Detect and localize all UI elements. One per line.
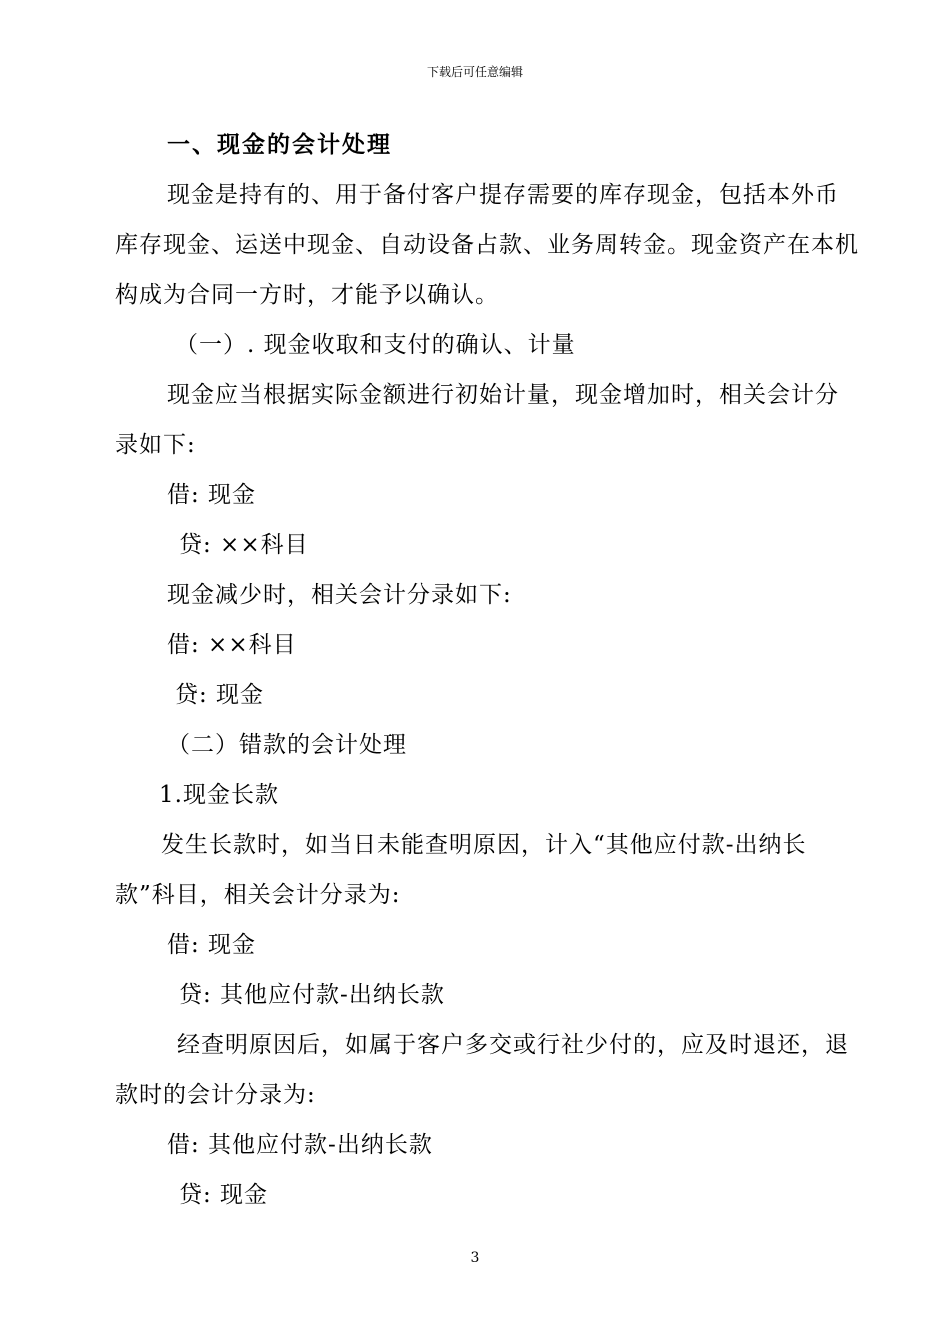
entry-debit-line: 借: 其他应付款-出纳长款 — [167, 1132, 433, 1158]
entry-debit-line: 借: ××科目 — [167, 632, 297, 658]
intro-paragraph: 现金是持有的、用于备付客户提存需要的库存现金，包括本外币库存现金、运送中现金、自动设备占款、业务周转金。现金资产在本机构成为合同一方时，才能予以确认。 — [115, 182, 859, 308]
decrease-intro-paragraph: 现金减少时，相关会计分录如下: — [167, 582, 512, 608]
page-number: 3 — [470, 1250, 480, 1266]
surplus-paragraph: 发生长款时，如当日未能查明原因，计入“其他应付款-出纳长款”科目，相关会计分录为: — [115, 832, 807, 908]
section-heading: 一、现金的会计处理 — [167, 131, 392, 158]
measure-paragraph: 现金应当根据实际金额进行初始计量，现金增加时，相关会计分录如下: — [115, 382, 839, 458]
page-header-note: 下载后可任意编辑 — [426, 65, 523, 79]
item-heading: 1.现金长款 — [159, 782, 279, 808]
entry-debit-line: 借: 现金 — [167, 932, 257, 958]
refund-paragraph: 经查明原因后，如属于客户多交或行社少付的，应及时退还，退款时的会计分录为: — [115, 1032, 849, 1108]
entry-credit-line: 贷: 其他应付款-出纳长款 — [179, 982, 445, 1008]
entry-credit-line: 贷: ××科目 — [179, 532, 309, 558]
entry-credit-line: 贷: 现金 — [175, 682, 265, 708]
document-body — [115, 120, 860, 1220]
subsection-heading-1: （一）. 现金收取和支付的确认、计量 — [175, 332, 576, 358]
entry-credit-line: 贷: 现金 — [179, 1182, 269, 1208]
subsection-heading-2: （二）错款的会计处理 — [167, 732, 407, 758]
entry-debit-line: 借: 现金 — [167, 482, 257, 508]
